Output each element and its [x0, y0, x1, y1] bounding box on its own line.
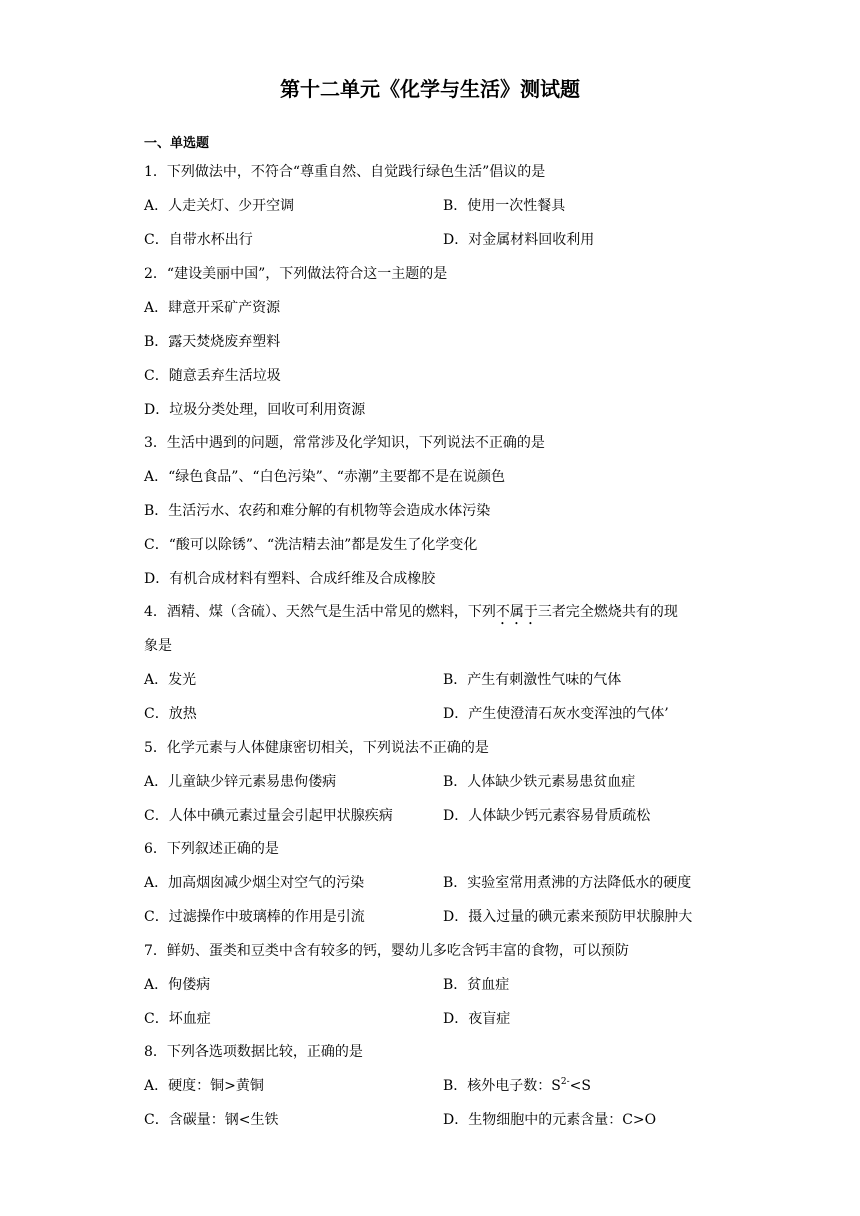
- question-4-stem-emphasis: 不属于: [495, 604, 538, 620]
- question-1-stem: 1．下列做法中，不符合“尊重自然、自觉践行绿色生活”倡议的是: [144, 164, 546, 180]
- question-2-option-c: C．随意丢弃生活垃圾: [144, 368, 281, 384]
- question-7-option-c: C．坏血症: [144, 1011, 211, 1027]
- question-5-option-d: D．人体缺少钙元素容易骨质疏松: [443, 808, 651, 824]
- question-2-option-d: D．垃圾分类处理，回收可利用资源: [144, 402, 366, 418]
- question-6-stem: 6．下列叙述正确的是: [144, 841, 279, 857]
- sulfide-charge-superscript: 2-: [560, 1077, 570, 1087]
- question-1-option-c: C．自带水杯出行: [144, 232, 253, 248]
- question-5-stem: 5．化学元素与人体健康密切相关，下列说法不正确的是: [144, 740, 489, 756]
- question-8-option-a: A．硬度：铜>黄铜: [144, 1078, 264, 1094]
- section-heading: 一、单选题: [144, 136, 210, 151]
- question-1-option-a: A．人走关灯、少开空调: [144, 198, 295, 214]
- question-7-option-d: D．夜盲症: [443, 1011, 511, 1027]
- question-4-stem-after: 三者完全燃烧共有的现: [537, 604, 678, 620]
- page-title: 第十二单元《化学与生活》测试题: [280, 77, 580, 101]
- question-4-stem: [144, 602, 678, 628]
- question-4-option-d: D．产生使澄清石灰水变浑浊的气体’: [443, 706, 669, 722]
- question-3-option-b: B．生活污水、农药和难分解的有机物等会造成水体污染: [144, 503, 491, 519]
- question-5-option-b: B．人体缺少铁元素易患贫血症: [443, 774, 636, 790]
- question-4-option-b: B．产生有刺激性气味的气体: [443, 672, 622, 688]
- question-7-option-b: B．贫血症: [443, 977, 510, 993]
- question-5-option-a: A．儿童缺少锌元素易患佝偻病: [144, 774, 337, 790]
- question-3-option-d: D．有机合成材料有塑料、合成纤维及合成橡胶: [144, 571, 436, 587]
- question-4-option-c: C．放热: [144, 706, 197, 722]
- question-6-option-b: B．实验室常用煮沸的方法降低水的硬度: [443, 875, 692, 891]
- question-4-option-a: A．发光: [144, 672, 197, 688]
- question-8-stem: 8．下列各选项数据比较，正确的是: [144, 1044, 363, 1060]
- question-6-option-d: D．摄入过量的碘元素来预防甲状腺肿大: [443, 909, 693, 925]
- question-8-option-b-text: B．核外电子数：S: [443, 1078, 561, 1094]
- question-3-stem: 3．生活中遇到的问题，常常涉及化学知识，下列说法不正确的是: [144, 435, 545, 451]
- question-1-option-b: B．使用一次性餐具: [443, 198, 566, 214]
- question-6-option-a: A．加高烟囱减少烟尘对空气的污染: [144, 875, 365, 891]
- question-8-option-b: [443, 1076, 591, 1096]
- question-5-option-c: C．人体中碘元素过量会引起甲状腺疾病: [144, 808, 393, 824]
- question-2-stem: 2．“建设美丽中国”，下列做法符合这一主题的是: [144, 266, 448, 282]
- question-2-option-a: A．肆意开采矿产资源: [144, 300, 281, 316]
- question-8-option-b-tail: <S: [569, 1078, 591, 1094]
- question-3-option-a: A．“绿色食品”、“白色污染”、“赤潮”主要都不是在说颜色: [144, 469, 506, 485]
- question-4-stem-continuation: 象是: [144, 638, 172, 654]
- question-7-stem: 7．鲜奶、蛋类和豆类中含有较多的钙，婴幼儿多吃含钙丰富的食物，可以预防: [144, 943, 629, 959]
- question-7-option-a: A．佝偻病: [144, 977, 211, 993]
- question-3-option-c: C．“酸可以除锈”、“洗洁精去油”都是发生了化学变化: [144, 537, 478, 553]
- question-8-option-d: D．生物细胞中的元素含量：C>O: [443, 1112, 657, 1128]
- question-6-option-c: C．过滤操作中玻璃棒的作用是引流: [144, 909, 365, 925]
- question-4-stem-before: 4．酒精、煤（含硫）、天然气是生活中常见的燃料，下列: [144, 604, 496, 620]
- question-2-option-b: B．露天焚烧废弃塑料: [144, 334, 281, 350]
- question-1-option-d: D．对金属材料回收利用: [443, 232, 595, 248]
- question-8-option-c: C．含碳量：钢<生铁: [144, 1112, 279, 1128]
